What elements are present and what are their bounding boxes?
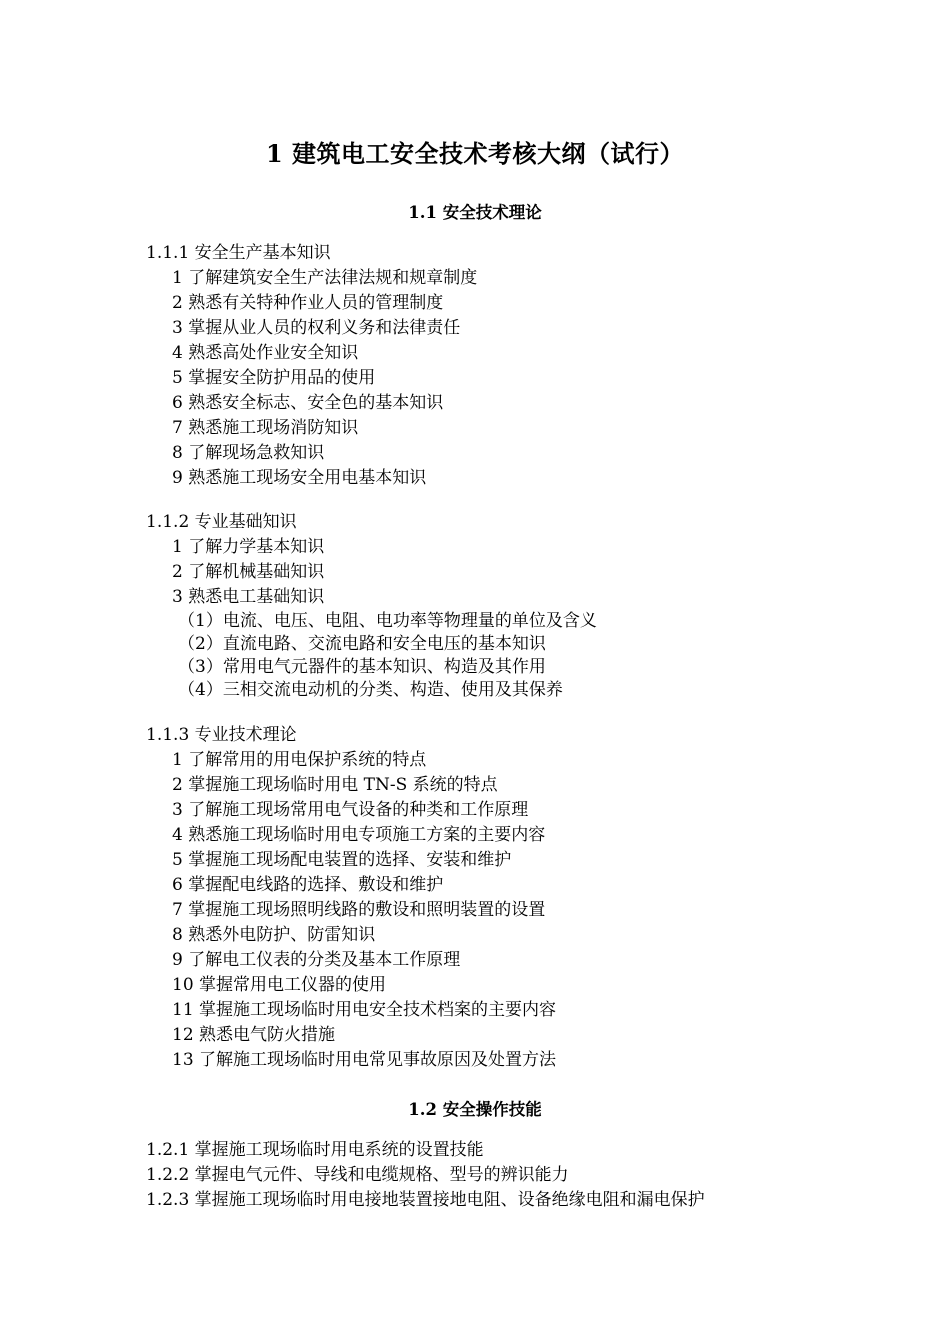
list-item: 8 了解现场急救知识 bbox=[172, 443, 325, 463]
list-item: 3 了解施工现场常用电气设备的种类和工作原理 bbox=[172, 800, 529, 820]
sub-list bbox=[146, 610, 597, 702]
group-heading: 1.1.2 专业基础知识 bbox=[146, 512, 297, 532]
list-item: 11 掌握施工现场临时用电安全技术档案的主要内容 bbox=[172, 1000, 557, 1020]
list-item: 5 掌握施工现场配电装置的选择、安装和维护 bbox=[172, 850, 512, 870]
list-item: 1 了解常用的用电保护系统的特点 bbox=[172, 750, 427, 770]
list-item: 3 掌握从业人员的权利义务和法律责任 bbox=[172, 318, 461, 338]
group-1-1-3 bbox=[146, 723, 556, 1073]
list-item: 2 掌握施工现场临时用电 TN-S 系统的特点 bbox=[172, 775, 498, 795]
list-item: 1 了解建筑安全生产法律法规和规章制度 bbox=[172, 268, 478, 288]
list-item: 1 了解力学基本知识 bbox=[172, 537, 325, 557]
list-item: 3 熟悉电工基础知识 bbox=[172, 587, 325, 607]
list-item: 9 了解电工仪表的分类及基本工作原理 bbox=[172, 950, 461, 970]
list-item: 9 熟悉施工现场安全用电基本知识 bbox=[172, 468, 427, 488]
list-item: 5 掌握安全防护用品的使用 bbox=[172, 368, 376, 388]
list-item: 7 熟悉施工现场消防知识 bbox=[172, 418, 359, 438]
group-heading: 1.1.3 专业技术理论 bbox=[146, 725, 297, 745]
list-item: 6 熟悉安全标志、安全色的基本知识 bbox=[172, 393, 444, 413]
group-heading: 1.1.1 安全生产基本知识 bbox=[146, 243, 331, 263]
group-1-1-1 bbox=[146, 241, 477, 491]
list-item: 10 掌握常用电工仪器的使用 bbox=[172, 975, 387, 995]
list-item: 1.2.1 掌握施工现场临时用电系统的设置技能 bbox=[146, 1140, 484, 1160]
list-item: 7 掌握施工现场照明线路的敷设和照明装置的设置 bbox=[172, 900, 546, 920]
group-1-1-2 bbox=[146, 510, 597, 702]
list-item: 4 熟悉施工现场临时用电专项施工方案的主要内容 bbox=[172, 825, 546, 845]
sub-list-item: （1）电流、电压、电阻、电功率等物理量的单位及含义 bbox=[178, 611, 597, 631]
sub-list-item: （4）三相交流电动机的分类、构造、使用及其保养 bbox=[178, 680, 563, 700]
list-item: 13 了解施工现场临时用电常见事故原因及处置方法 bbox=[172, 1050, 557, 1070]
list-item: 1.2.3 掌握施工现场临时用电接地装置接地电阻、设备绝缘电阻和漏电保护 bbox=[146, 1190, 705, 1210]
sub-list-item: （2）直流电路、交流电路和安全电压的基本知识 bbox=[178, 634, 546, 654]
list-item: 8 熟悉外电防护、防雷知识 bbox=[172, 925, 376, 945]
sub-list-item: （3）常用电气元器件的基本知识、构造及其作用 bbox=[178, 657, 546, 677]
section-heading-1-1: 1.1 安全技术理论 bbox=[408, 203, 542, 222]
list-item: 2 了解机械基础知识 bbox=[172, 562, 325, 582]
list-item: 2 熟悉有关特种作业人员的管理制度 bbox=[172, 293, 444, 313]
section-heading-1-2: 1.2 安全操作技能 bbox=[408, 1100, 542, 1119]
list-item: 1.2.2 掌握电气元件、导线和电缆规格、型号的辨识能力 bbox=[146, 1165, 569, 1185]
group-1-2 bbox=[146, 1138, 705, 1213]
list-item: 4 熟悉高处作业安全知识 bbox=[172, 343, 359, 363]
document-title: 1 建筑电工安全技术考核大纲（试行） bbox=[265, 139, 685, 168]
list-item: 6 掌握配电线路的选择、敷设和维护 bbox=[172, 875, 444, 895]
list-item: 12 熟悉电气防火措施 bbox=[172, 1025, 336, 1045]
